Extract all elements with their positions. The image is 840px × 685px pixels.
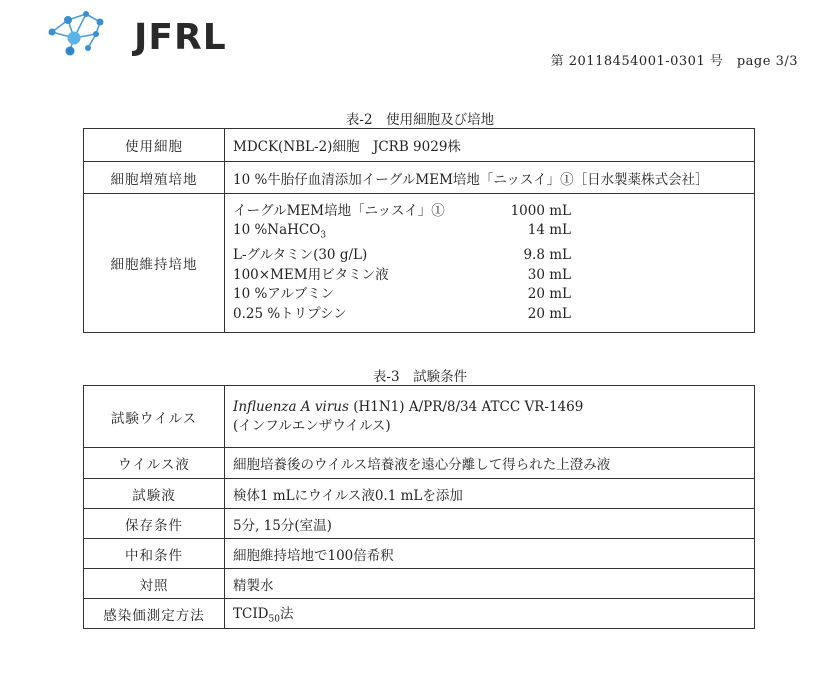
row-label: 中和条件 xyxy=(84,539,225,569)
jfrl-logo xyxy=(38,8,227,58)
list-item xyxy=(233,285,754,305)
virus-strain: (H1N1) A/PR/8/34 ATCC VR-1469 xyxy=(348,398,584,415)
medium-amount: 20 mL xyxy=(527,305,571,322)
medium-name: イーグルMEM培地「ニッスイ」① xyxy=(233,202,445,219)
list-item xyxy=(233,221,754,246)
test-conditions-table xyxy=(83,385,755,629)
row-value: 細胞維持培地で100倍希釈 xyxy=(225,539,755,569)
medium-name: 10 %アルブミン xyxy=(233,286,335,303)
row-value: 検体1 mLにウイルス液0.1 mLを添加 xyxy=(225,479,755,509)
list-item xyxy=(233,305,754,325)
table-row xyxy=(84,162,755,194)
table-row xyxy=(84,194,755,333)
row-label: 試験液 xyxy=(84,479,225,509)
table3-caption: 表-3 試験条件 xyxy=(372,369,468,385)
row-value: 10 %牛胎仔血清添加イーグルMEM培地「ニッスイ」①［日水製薬株式会社］ xyxy=(225,162,755,194)
row-label: 対照 xyxy=(84,569,225,599)
row-label: 試験ウイルス xyxy=(84,386,225,448)
medium-amount: 30 mL xyxy=(527,266,571,283)
row-label: 保存条件 xyxy=(84,509,225,539)
row-label: 細胞増殖培地 xyxy=(84,162,225,194)
table-row xyxy=(84,599,755,629)
document-number: 第 20118454001-0301 号 page 3/3 xyxy=(550,54,798,69)
virus-value xyxy=(225,386,755,448)
row-value: 精製水 xyxy=(225,569,755,599)
row-value: 5分, 15分(室温) xyxy=(225,509,755,539)
row-value: 細胞培養後のウイルス培養液を遠心分離して得られた上澄み液 xyxy=(225,448,755,479)
virus-japanese: (インフルエンザウイルス) xyxy=(233,417,391,434)
table2-caption: 表-2 使用細胞及び培地 xyxy=(345,112,495,128)
medium-amount: 9.8 mL xyxy=(523,247,571,264)
medium-amount: 14 mL xyxy=(527,222,571,239)
medium-name: 0.25 %トリプシン xyxy=(233,305,347,322)
row-value: $TCID_{50}$法 xyxy=(225,599,755,629)
list-item xyxy=(233,246,754,266)
table-row xyxy=(84,479,755,509)
medium-name: 10 %NaHCO$_3$ xyxy=(233,222,327,241)
table-row xyxy=(84,539,755,569)
table-row xyxy=(84,569,755,599)
medium-name: 100×MEM用ビタミン液 xyxy=(233,266,389,283)
table-row xyxy=(84,509,755,539)
network-logo-icon xyxy=(38,8,128,58)
maintenance-medium-list xyxy=(225,194,755,333)
list-item xyxy=(233,202,754,222)
table-row xyxy=(84,386,755,448)
medium-amount: 1000 mL xyxy=(510,202,571,219)
logo-text: JFRL xyxy=(134,17,227,58)
row-label: 使用細胞 xyxy=(84,129,225,162)
row-label: 細胞維持培地 xyxy=(84,194,225,333)
medium-amount: 20 mL xyxy=(527,286,571,303)
row-label: ウイルス液 xyxy=(84,448,225,479)
table-row xyxy=(84,448,755,479)
medium-name: L-グルタミン(30 g/L) xyxy=(233,247,368,264)
row-label: 感染価測定方法 xyxy=(84,599,225,629)
list-item xyxy=(233,266,754,286)
virus-name: Influenza A virus xyxy=(233,398,349,415)
row-value: MDCK(NBL-2)細胞 JCRB 9029株 xyxy=(225,129,755,162)
cell-medium-table xyxy=(83,128,755,333)
table-row xyxy=(84,129,755,162)
